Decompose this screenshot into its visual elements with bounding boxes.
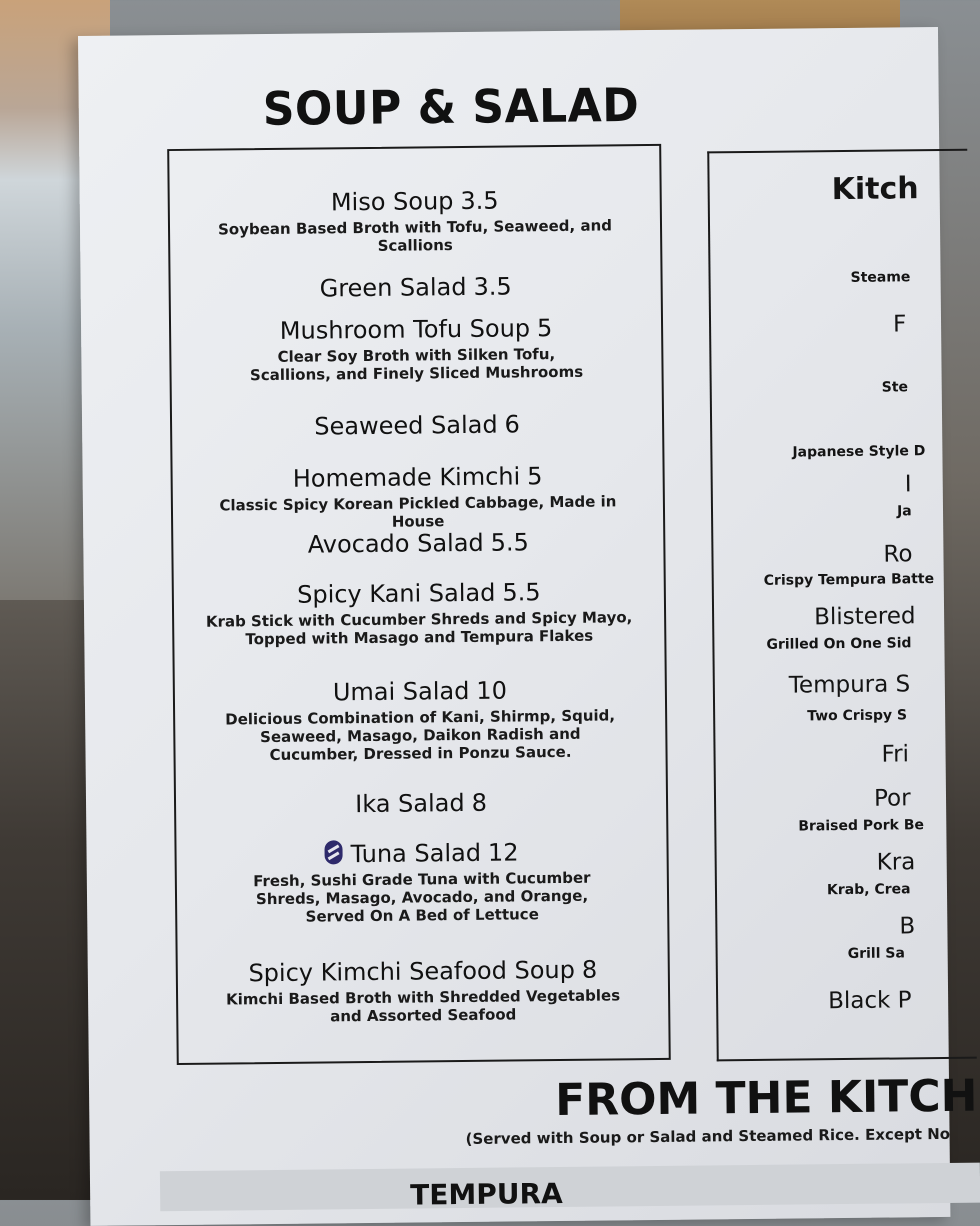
item-price: 3.5	[460, 186, 499, 216]
right-fragment: B	[899, 913, 916, 940]
item-description: Fresh, Sushi Grade Tuna with Cucumber Shreds, Masago, Avocado, and Orange, Served On A Bed of Lettuce	[253, 868, 591, 926]
item-price: 8	[581, 955, 598, 984]
menu-item-seaweed-salad	[172, 408, 662, 443]
gluten-free-icon	[325, 840, 343, 864]
right-fragment: Black P	[828, 987, 912, 1015]
tempura-heading: TEMPURA	[409, 1176, 563, 1212]
item-name: Tuna Salad	[350, 838, 482, 869]
item-name-line	[175, 674, 665, 709]
right-fragment: Tempura S	[788, 671, 911, 699]
next-section-strip	[160, 1163, 980, 1212]
item-description: Classic Spicy Korean Pickled Cabbage, Made in House	[219, 492, 617, 531]
item-name-line	[174, 576, 664, 611]
right-fragment: Blistered	[813, 603, 916, 631]
item-name-line	[173, 526, 663, 561]
section-title: SOUP & SALAD	[262, 78, 640, 137]
right-fragment: Braised Pork Be	[798, 817, 925, 835]
right-fragment: Krab, Crea	[826, 881, 911, 899]
item-description: Soybean Based Broth with Tofu, Seaweed, and Scallions	[217, 216, 613, 255]
item-description: Clear Soy Broth with Silken Tofu, Scallions, and Finely Sliced Mushrooms	[249, 345, 584, 385]
right-fragment: Ja	[896, 503, 912, 520]
menu-page	[78, 27, 978, 1226]
right-fragment: Ste	[881, 379, 909, 396]
from-the-kitchen-title: FROM THE KITCH	[554, 1070, 978, 1127]
right-fragment: Fri	[881, 741, 910, 768]
item-name-line	[172, 460, 662, 495]
menu-item-ika-salad	[176, 786, 666, 821]
right-fragment: Kra	[876, 849, 916, 876]
item-name: Spicy Kimchi Seafood Soup	[248, 955, 576, 988]
item-price: 5.5	[502, 578, 541, 607]
menu-item-green-salad	[171, 270, 661, 305]
menu-item-homemade-kimchi	[172, 460, 663, 533]
item-name-line	[176, 836, 666, 871]
right-fragment: Steame	[850, 269, 911, 286]
from-the-kitchen-subtitle: (Served with Soup or Salad and Steamed Rice. Except No	[465, 1124, 951, 1149]
item-price: 10	[476, 676, 508, 705]
item-description: Kimchi Based Broth with Shredded Vegetables and Assorted Seafood	[225, 986, 621, 1026]
item-name: Umai Salad	[332, 676, 470, 707]
right-fragment: F	[892, 311, 907, 338]
right-fragment: I	[904, 471, 912, 498]
item-name-line	[176, 786, 666, 821]
right-fragment: Grill Sa	[847, 945, 905, 962]
item-price: 8	[471, 788, 488, 817]
item-name: Mushroom Tofu Soup	[279, 314, 531, 345]
item-description: Krab Stick with Cucumber Shreds and Spicy Mayo, Topped with Masago and Tempura Flakes	[205, 608, 633, 649]
right-fragment: Ro	[883, 541, 913, 568]
item-name: Avocado Salad	[307, 528, 484, 559]
menu-item-spicy-kimchi-seafood-soup	[178, 954, 669, 1027]
item-name: Green Salad	[319, 272, 467, 303]
item-name-line	[171, 270, 661, 305]
item-name-line	[178, 954, 668, 989]
menu-item-mushroom-tofu-soup	[171, 312, 662, 385]
right-fragment: Japanese Style D	[792, 443, 926, 461]
item-name: Spicy Kani Salad	[296, 578, 496, 609]
item-name: Ika Salad	[355, 788, 465, 819]
soup-salad-box	[167, 144, 671, 1065]
menu-item-tuna-salad	[176, 836, 667, 927]
item-name-line	[170, 184, 660, 219]
item-name: Homemade Kimchi	[292, 462, 521, 493]
item-name: Miso Soup	[330, 187, 454, 217]
right-fragment: Two Crispy S	[807, 707, 908, 725]
right-fragment: Por	[873, 785, 911, 812]
item-name-line	[171, 312, 661, 347]
item-name-line	[172, 408, 662, 443]
item-price: 6	[504, 410, 521, 439]
item-price: 5.5	[490, 528, 530, 557]
menu-item-avocado-salad	[173, 526, 663, 561]
menu-item-spicy-kani-salad	[174, 576, 665, 649]
right-fragment: Crispy Tempura Batte	[763, 571, 935, 589]
item-price: 5	[527, 462, 543, 491]
kitchen-box	[707, 149, 977, 1062]
item-description: Delicious Combination of Kani, Shirmp, Squid, Seaweed, Masago, Daikon Radish and Cucumber, Dressed in Ponzu Sauce.	[225, 706, 616, 765]
menu-item-miso-soup	[170, 184, 661, 257]
item-name: Seaweed Salad	[314, 410, 498, 441]
menu-item-umai-salad	[175, 674, 666, 765]
item-price: 3.5	[473, 272, 512, 301]
item-price: 12	[487, 838, 519, 867]
item-price: 5	[536, 314, 553, 343]
kitchen-heading: Kitch	[831, 171, 919, 208]
right-fragment: Grilled On One Sid	[766, 635, 912, 653]
